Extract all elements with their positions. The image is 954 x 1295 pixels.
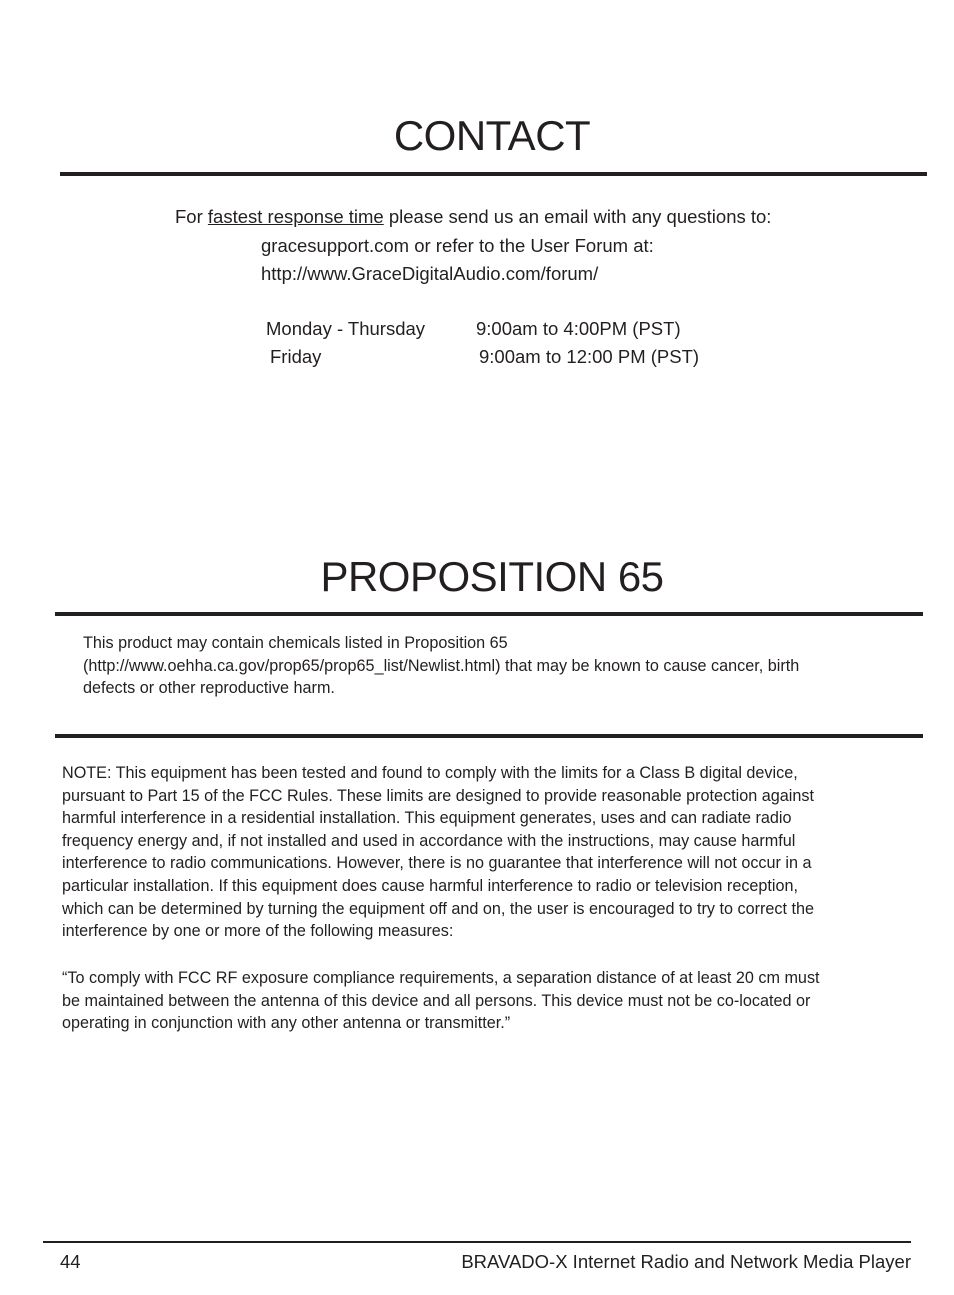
intro-suffix: please send us an email with any questions to: xyxy=(383,206,772,227)
hours-day-1: Monday - Thursday xyxy=(266,318,426,339)
fcc-note-line: frequency energy and, if not installed and used in accordance with the instructions, may cause harmful xyxy=(62,831,796,850)
contact-rule xyxy=(60,172,927,176)
hours-time-1: 9:00am to 4:00PM (PST) xyxy=(476,318,681,339)
fcc-quote-line: operating in conjunction with any other antenna or transmitter.” xyxy=(62,1014,511,1033)
contact-support-line: gracesupport.com or refer to the User Forum at: xyxy=(261,235,654,256)
prop65-rule-bottom xyxy=(55,734,923,738)
fcc-note-line: NOTE: This equipment has been tested and found to comply with the limits for a Class B digital device, xyxy=(62,764,798,782)
fcc-note-line: harmful interference in a residential installation. This equipment generates, uses and can radiate radio xyxy=(62,809,792,828)
prop65-line: defects or other reproductive harm. xyxy=(83,679,335,698)
fcc-quote-line: be maintained between the antenna of this device and all persons. This device must not be co-located or xyxy=(62,991,811,1010)
intro-prefix: For xyxy=(175,206,208,227)
prop65-rule-top xyxy=(55,612,923,616)
contact-heading: CONTACT xyxy=(393,112,591,159)
fcc-note-line: interference to radio communications. However, there is no guarantee that interference will not occur in a xyxy=(62,854,812,873)
fcc-note-line: which can be determined by turning the equipment off and on, the user is encouraged to try to correct the xyxy=(62,899,814,918)
hours-day-2: Friday xyxy=(270,346,322,367)
fcc-quote-line: “To comply with FCC RF exposure compliance requirements, a separation distance of at least 20 cm must xyxy=(62,969,820,987)
footer-title: BRAVADO-X Internet Radio and Network Media Player xyxy=(461,1251,911,1272)
hours-time-2: 9:00am to 12:00 PM (PST) xyxy=(479,346,700,367)
fcc-note-line: interference by one or more of the following measures: xyxy=(62,922,454,941)
fcc-rf-quote xyxy=(62,967,912,1035)
fastest-response-link: fastest response time xyxy=(207,206,384,227)
page-number: 44 xyxy=(60,1251,81,1272)
footer-rule xyxy=(43,1241,911,1243)
fcc-note xyxy=(62,762,912,943)
prop65-heading: PROPOSITION 65 xyxy=(320,553,664,600)
fcc-note-line: pursuant to Part 15 of the FCC Rules. These limits are designed to provide reasonable protection against xyxy=(62,786,814,805)
prop65-line: This product may contain chemicals listed in Proposition 65 xyxy=(83,634,508,652)
prop65-text xyxy=(83,632,913,700)
forum-url: http://www.GraceDigitalAudio.com/forum/ xyxy=(261,263,599,284)
contact-intro xyxy=(175,206,771,228)
fcc-note-line: particular installation. If this equipment does cause harmful interference to radio or television reception, xyxy=(62,876,799,895)
prop65-line: (http://www.oehha.ca.gov/prop65/prop65_list/Newlist.html) that may be known to cause cancer, birth xyxy=(83,656,800,675)
